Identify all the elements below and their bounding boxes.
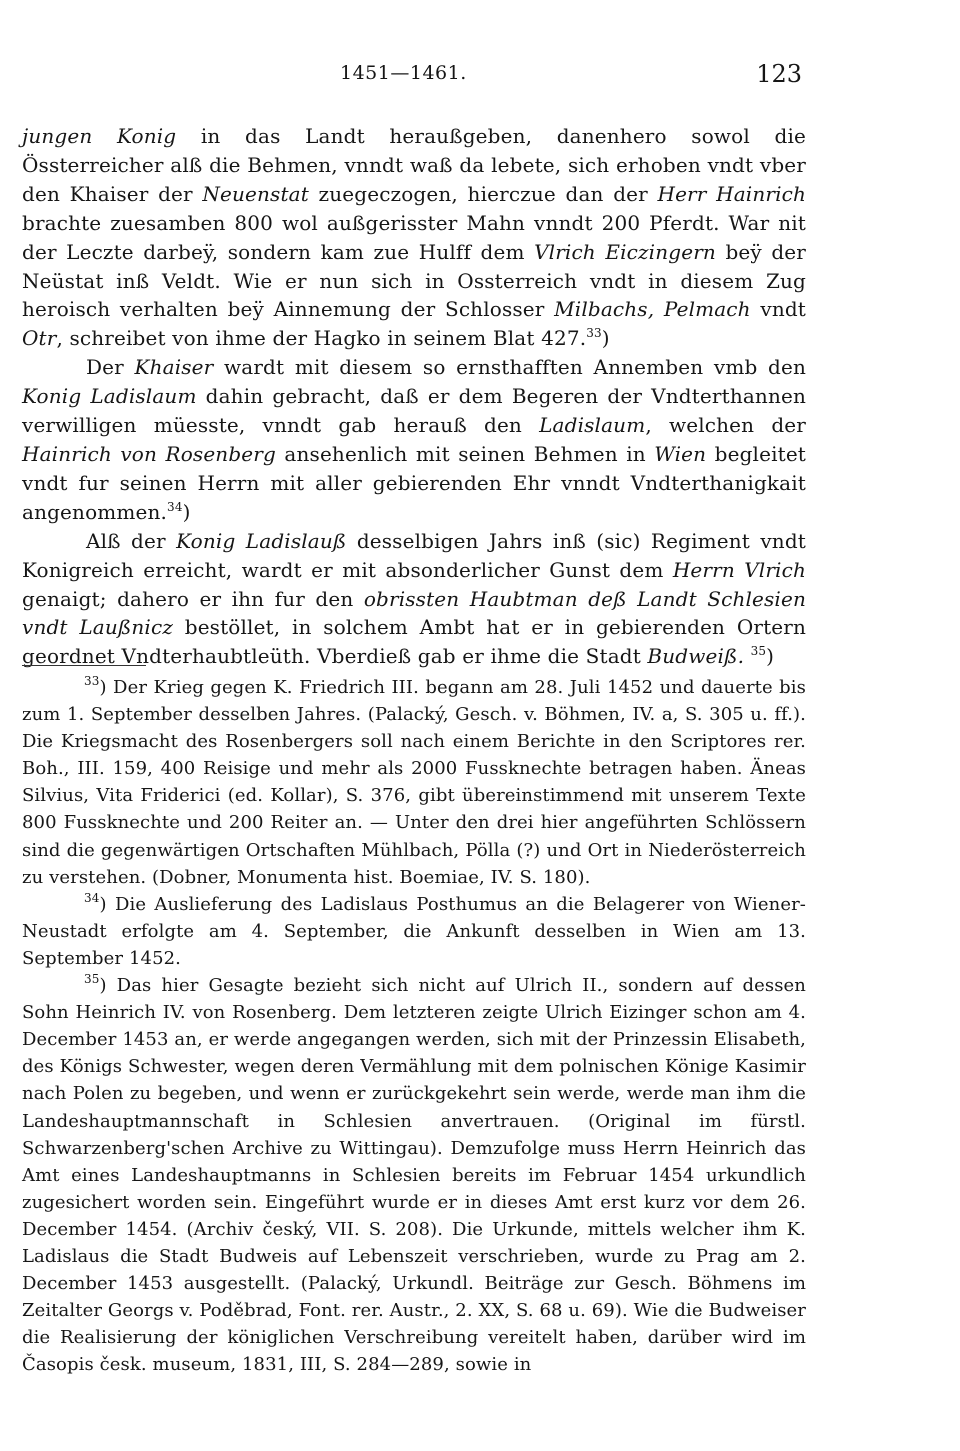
footnote-35 [22, 972, 806, 1378]
running-head [0, 60, 960, 94]
footnote-text: ) Das hier Gesagte bezieht sich nicht auf Ulrich II., sondern auf dessen Sohn Heinrich IV. von Rosenberg. Dem letzteren zeigte Ulrich Eizinger schon am 4. December 1453 an, er werde angegangen werden, sich mit der Prinzessin Elisabeth, des Königs Schwester, wegen deren Vermählung mit dem polnischen Könige Kasimir nach Polen zu begeben, und wenn er zurückgekehrt sein werde, werde man ihm die Landeshauptmannschaft in Schlesien anvertrauen. (Original im fürstl. Schwarzenberg'schen Archive zu Wittingau). Demzufolge muss Herrn Heinrich das Amt eines Landeshauptmanns in Schlesien bereits im Februar 1454 urkundlich zugesichert worden sein. Eingeführt wurde er in dieses Amt erst kurz vor dem 26. December 1454. (Archiv český, VII. S. 208). Die Urkunde, mittels welcher ihm K. Ladislaus die Stadt Budweis auf Lebenszeit verschrieben, wurde zu Prag am 2. December 1453 ausgestellt. (Palacký, Urkundl. Beiträge zur Gesch. Böhmens im Zeitalter Georgs v. Poděbrad, Font. rer. Austr., 2. XX, S. 68 u. 69). Wie die Budweiser die Realisierung der königlichen Verschreibung vereitelt haben, darüber wird im Časopis česk. museum, 1831, III, S. 284—289, sowie in [22, 975, 806, 1376]
text-run: dahin gebracht, daß er dem Begeren der Vndterthannen verwilligen müesste, vnndt gab herauß den [22, 384, 806, 438]
footnote-mark: 34 [84, 890, 100, 905]
footnote-mark: 33 [84, 674, 100, 688]
footnote-separator [22, 665, 146, 666]
paragraph-1 [22, 122, 806, 353]
emphasis: Vlrich Eiczingern [534, 239, 716, 264]
emphasis: Herrn Vlrich [672, 557, 806, 582]
running-head-year-range: 1451—1461. [340, 62, 467, 84]
text-run: zuegeczogen, hierczue dan der [308, 181, 658, 206]
paragraph-2 [22, 353, 806, 526]
text-run: Alß der [86, 528, 177, 553]
footnote-33 [22, 674, 806, 891]
text-run: Der [86, 355, 135, 380]
footnote-mark: 35 [84, 972, 100, 987]
footnote-ref-34[interactable]: 34 [167, 499, 183, 514]
footnote-text: ) Die Auslieferung des Ladislaus Posthumus an die Belagerer von Wiener-Neustadt erfolgte am 4. September, die Ankunft desselben in Wien am 13. September 1452. [22, 893, 806, 969]
emphasis: jungen Konig [22, 124, 177, 148]
emphasis: Herr Hainrich [657, 181, 806, 206]
text-run: , schreibet von ihme der Hagko in seinem Blat 427. [56, 326, 587, 351]
footnote-ref-33[interactable]: 33 [586, 326, 602, 341]
emphasis: Hainrich von Rosenberg [22, 441, 276, 466]
footnote-text: ) Der Krieg gegen K. Friedrich III. begann am 28. Juli 1452 und dauerte bis zum 1. September desselben Jahres. (Palacký, Gesch. v. Böhmen, IV. a, S. 305 u. ff.). Die Kriegsmacht des Rosenbergers soll nach einem Berichte in den Scriptores rer. Boh., III. 159, 400 Reisige und mehr als 2000 Fussknechte betragen haben. Äneas Silvius, Vita Friderici (ed. Kollar), S. 376, gibt übereinstimmend mit unserem Texte 800 Fussknechte und 200 Reiter an. — Unter den drei hier angeführten Schlössern sind die gegenwärtigen Ortschaften Mühlbach, Pölla (?) und Ort in Niederösterreich zu verstehen. (Dobner, Monumenta hist. Boemiae, IV. S. 180). [22, 677, 806, 888]
emphasis: Otr [22, 326, 57, 351]
emphasis: Budweiß. [647, 644, 745, 669]
emphasis: Konig Ladislauß [176, 528, 347, 553]
footnote-ref-paren: ) [766, 644, 775, 669]
main-text [22, 122, 806, 671]
text-run: genaigt; dahero er ihn fur den [22, 586, 364, 611]
footnote-ref-35[interactable]: 35 [750, 644, 767, 659]
footnote-ref-paren: ) [601, 326, 610, 351]
emphasis: Khaiser [134, 355, 214, 380]
text-run: bestöllet, in solchem Ambt hat er in gebierenden Ortern geordnet Vndterhaubtleüth. Vberdieß gab er ihme die Stadt [22, 615, 806, 669]
emphasis: Neuenstat [202, 181, 309, 206]
emphasis: Milbachs, Pelmach [554, 297, 751, 322]
footnotes [22, 674, 806, 1378]
emphasis: Ladislaum [539, 413, 646, 438]
text-run: wardt mit diesem so ernsthafften Annemben vmb den [213, 355, 806, 380]
text-run: begleitet vndt fur seinen Herrn mit aller gebierenden Ehr vnndt Vndterthanigkait angenommen. [22, 441, 806, 524]
emphasis: Wien [654, 441, 707, 466]
text-run: ansehenlich mit seinen Behmen in [275, 441, 655, 466]
footnote-ref-paren: ) [182, 499, 191, 524]
text-run: desselbigen Jahrs inß (sic) Regiment vndt Konigreich erreicht, wardt er mit absonderlicher Gunst dem [22, 528, 806, 582]
text-run: beÿ der Neüstat inß Veldt. Wie er nun sich in Ossterreich vndt in diesem Zug heroisch verhalten beÿ Ainnemung der Schlosser [22, 239, 806, 322]
text-run: vndt [750, 297, 806, 322]
footnote-34 [22, 891, 806, 972]
text-run: , welchen der [645, 413, 806, 438]
emphasis: Konig Ladislaum [22, 384, 197, 409]
text-run: brachte zuesamben 800 wol außgerisster Mahn vnndt 200 Pferdt. War nit der Leczte darbeÿ, sondern kam zue Hulff dem [22, 210, 806, 264]
paragraph-3 [22, 527, 806, 672]
text-run: in das Landt heraußgeben, danenhero sowol die Össterreicher alß die Behmen, vnndt waß da lebete, sich erhoben vndt vber den Khaiser der [22, 124, 806, 206]
page-number: 123 [756, 60, 802, 88]
emphasis: obrissten Haubtman deß Landt Schlesien vndt Laußnicz [22, 586, 806, 640]
